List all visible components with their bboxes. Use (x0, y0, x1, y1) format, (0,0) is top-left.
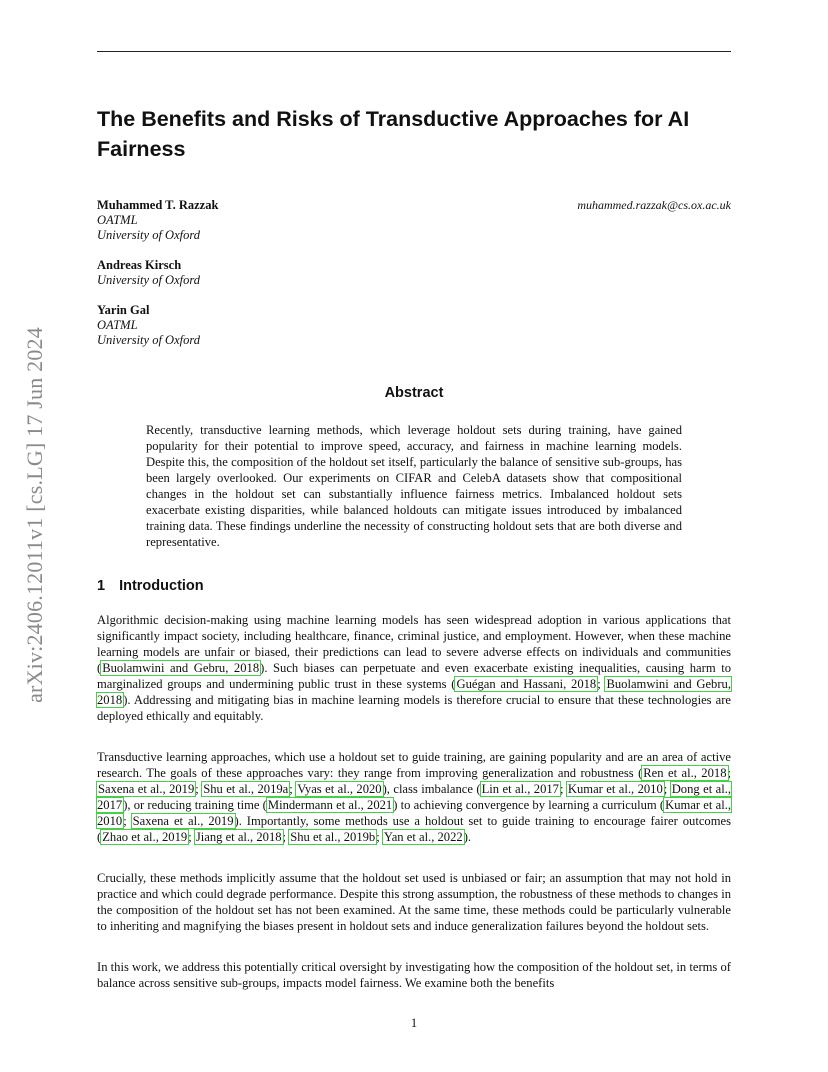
intro-paragraph-2 (97, 749, 731, 845)
citation-link[interactable]: Shu et al., 2019b (290, 830, 376, 844)
paragraph-text: ). Such biases can perpetuate and even exacerbate existing inequalities, causing harm to marginalized groups and undermining public trust in these systems ( (97, 661, 731, 691)
section-title: Introduction (119, 578, 204, 594)
author-affiliation: University of Oxford (97, 273, 200, 287)
citation-link[interactable]: Buolamwini and Gebru, 2018 (97, 677, 731, 707)
paragraph-text: ; (195, 782, 203, 796)
author-block-3 (97, 303, 737, 348)
citation-link[interactable]: Mindermann et al., 2021 (267, 798, 393, 812)
author-name: Andreas Kirsch (97, 258, 182, 272)
paragraph-text: ; (663, 782, 671, 796)
author-affiliation: University of Oxford (97, 228, 200, 242)
citation-link[interactable]: Zhao et al., 2019 (102, 830, 188, 844)
paragraph-text: Algorithmic decision-making using machine learning models has seen widespread adoption in various applications that significantly impact society, including healthcare, finance, criminal justice, and employment. However, when these machine learning models are unfair or biased, their predictions can lead to severe adverse effects on individuals and communities ( (97, 613, 731, 675)
citation-link[interactable]: Kumar et al., 2010 (567, 782, 663, 796)
citation-link[interactable]: Jiang et al., 2018 (195, 830, 282, 844)
intro-paragraph-3 (97, 870, 731, 934)
top-rule (97, 51, 731, 52)
paragraph-text: ; (123, 814, 132, 828)
paragraph-text: ). Addressing and mitigating bias in machine learning models is therefore crucial to ensure that these technologies are deployed ethically and equitably. (97, 693, 731, 723)
citation-link[interactable]: Lin et al., 2017 (481, 782, 559, 796)
citation-link[interactable]: Guégan and Hassani, 2018 (456, 677, 597, 691)
paragraph-text: ; (376, 830, 383, 844)
paper-title: The Benefits and Risks of Transductive Approaches for AI Fairness (97, 107, 690, 161)
paragraph-text: ; (289, 782, 297, 796)
citation-link[interactable]: Dong et al., 2017 (97, 782, 731, 812)
paragraph-text: ), class imbalance ( (382, 782, 481, 796)
author-affiliation: University of Oxford (97, 333, 200, 347)
author-name: Muhammed T. Razzak (97, 198, 219, 212)
paragraph-text: ; (188, 830, 195, 844)
paragraph-text: ; (559, 782, 567, 796)
citation-link[interactable]: Saxena et al., 2019 (132, 814, 234, 828)
page-number: 1 (410, 1016, 418, 1030)
paragraph-text: Transductive learning approaches, which use a holdout set to guide training, are gaining popularity and are an area of active research. The goals of these approaches vary: they range from improving generalization and robustness ( (97, 750, 731, 780)
paragraph-text: ). (463, 830, 472, 844)
paragraph-text: ). Importantly, some methods use a holdout set to guide training to encourage fairer outcomes ( (97, 814, 731, 844)
citation-link[interactable]: Saxena et al., 2019 (98, 782, 195, 796)
author-affiliation: OATML (97, 213, 138, 227)
author-email: muhammed.razzak@cs.ox.ac.uk (577, 198, 731, 212)
citation-link[interactable]: Ren et al., 2018 (643, 766, 727, 780)
abstract-text: Recently, transductive learning methods, which leverage holdout sets during training, have gained popularity for their potential to improve speed, accuracy, and fairness in machine learning models. Despite this, the composition of the holdout set itself, particularly the balance of sensitive sub-groups, has been largely overlooked. Our experiments on CIFAR and CelebA datasets show that compositional changes in the holdout set can substantially influence fairness metrics. Imbalanced holdout sets exacerbate existing disparities, while balanced holdouts can mitigate issues introduced by imbalanced training data. These findings underline the necessity of constructing holdout sets that are both diverse and representative. (146, 423, 682, 549)
paragraph-text: ; (282, 830, 290, 844)
paragraph-text: ; (597, 677, 606, 691)
arxiv-sidebar-identifier (22, 290, 48, 740)
section-heading (97, 578, 204, 594)
intro-paragraph-4 (97, 959, 731, 991)
paragraph-text: Crucially, these methods implicitly assume that the holdout set used is unbiased or fair; an assumption that may not hold in practice and which could degrade performance. Despite this strong assumption, the robustness of these methods to changes in the composition of the holdout set has not been examined. At the same time, these methods could be particularly vulnerable to inheriting and magnifying the biases present in holdout sets and induce generalization failures beyond the holdout sets. (97, 871, 731, 933)
paragraph-text: ), or reducing training time ( (123, 798, 267, 812)
citation-link[interactable]: Yan et al., 2022 (383, 830, 463, 844)
arxiv-id-text: arXiv:2406.12011v1 [cs.LG] 17 Jun 2024 (22, 327, 47, 703)
section-number: 1 (97, 578, 106, 594)
author-affiliation: OATML (97, 318, 138, 332)
paragraph-text: ; (727, 766, 731, 780)
citation-link[interactable]: Shu et al., 2019a (203, 782, 289, 796)
paragraph-text: ) to achieving convergence by learning a curriculum ( (393, 798, 665, 812)
intro-paragraph-1 (97, 612, 731, 724)
abstract-heading: Abstract (384, 385, 444, 401)
author-block-2 (97, 258, 737, 288)
citation-link[interactable]: Kumar et al., 2010 (97, 798, 731, 828)
citation-link[interactable]: Buolamwini and Gebru, 2018 (102, 661, 260, 675)
author-name: Yarin Gal (97, 303, 150, 317)
citation-link[interactable]: Vyas et al., 2020 (297, 782, 382, 796)
paragraph-text: In this work, we address this potentially critical oversight by investigating how the composition of the holdout set, in terms of balance across sensitive sub-groups, impacts model fairness. We examine both the benefits (97, 960, 731, 990)
